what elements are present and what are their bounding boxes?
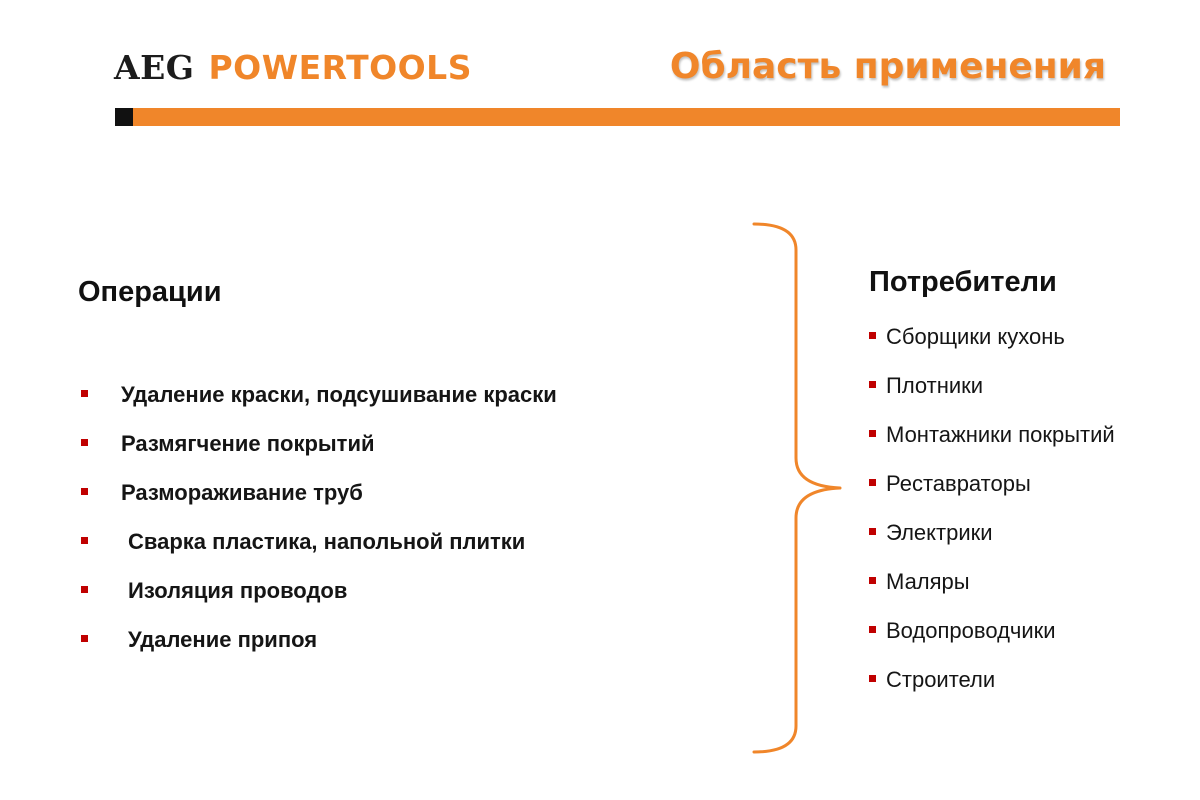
operation-text: Размораживание труб [121,480,363,505]
header-divider-bar [115,108,1120,126]
operation-text: Изоляция проводов [128,578,348,603]
header-bar-orange-line [133,108,1120,126]
consumer-text: Реставраторы [886,471,1031,496]
list-item [869,517,1169,549]
list-item [869,664,1169,696]
list-item [869,566,1169,598]
consumers-heading: Потребители [869,266,1057,298]
consumer-text: Маляры [886,569,970,594]
consumer-text: Сборщики кухонь [886,324,1065,349]
operation-text: Сварка пластика, напольной плитки [128,529,526,554]
square-bullet-icon [869,577,876,584]
operations-heading: Операции [78,276,222,308]
consumers-list [869,321,1169,713]
list-item [869,419,1169,451]
operation-text: Удаление припоя [128,627,318,652]
square-bullet-icon [869,479,876,486]
square-bullet-icon [869,430,876,437]
curly-brace-path [754,224,840,752]
list-item [869,615,1169,647]
square-bullet-icon [81,390,88,397]
square-bullet-icon [869,675,876,682]
logo-powertools-text: POWERTOOLS [208,48,472,87]
square-bullet-icon [869,528,876,535]
consumer-text: Строители [886,667,996,692]
header-bar-black-square [115,108,133,126]
consumer-text: Плотники [886,373,984,398]
square-bullet-icon [81,537,88,544]
operation-text: Удаление краски, подсушивание краски [121,382,557,407]
list-item [869,468,1169,500]
operation-text: Размягчение покрытий [121,431,375,456]
aeg-powertools-logo [114,48,472,88]
page-title: Область применения [669,46,1106,87]
square-bullet-icon [81,635,88,642]
list-item [869,370,1169,402]
consumer-text: Электрики [886,520,993,545]
logo-aeg-text: AEG [114,48,195,87]
square-bullet-icon [869,626,876,633]
square-bullet-icon [869,332,876,339]
curly-brace-icon [748,218,848,758]
square-bullet-icon [81,488,88,495]
square-bullet-icon [869,381,876,388]
consumer-text: Водопроводчики [886,618,1056,643]
list-item [869,321,1169,353]
consumer-text: Монтажники покрытий [886,422,1115,447]
square-bullet-icon [81,439,88,446]
square-bullet-icon [81,586,88,593]
